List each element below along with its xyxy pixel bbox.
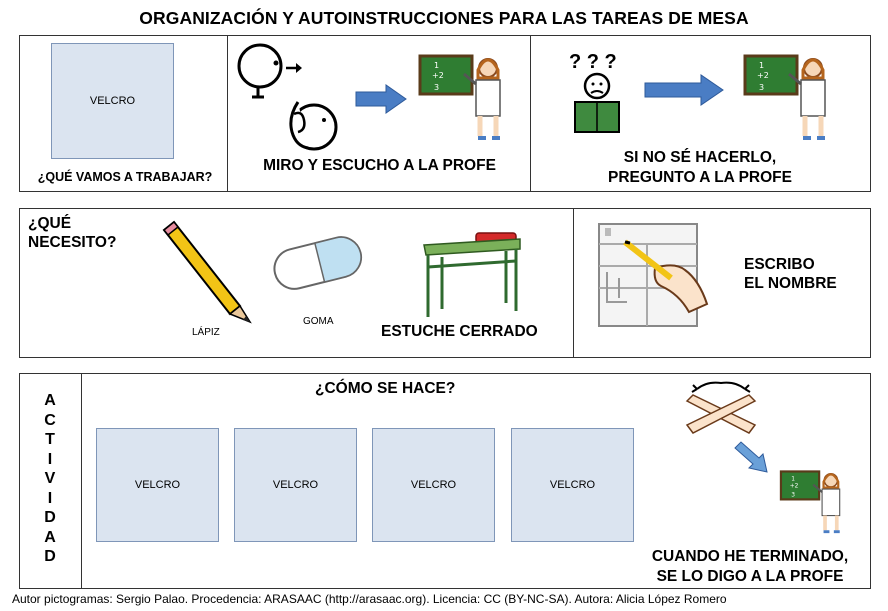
arrow-right-icon — [356, 85, 406, 113]
svg-text:+2: +2 — [432, 71, 444, 80]
how-title: ¿CÓMO SE HACE? — [315, 380, 456, 397]
activity-vertical-label — [22, 391, 78, 567]
velcro-slot[interactable] — [511, 428, 634, 542]
eraser-label: GOMA — [303, 316, 334, 327]
svg-text:+2: +2 — [789, 483, 799, 490]
write-line-1: ESCRIBO — [744, 256, 815, 273]
divider — [227, 35, 228, 192]
velcro-label: VELCRO — [549, 479, 596, 491]
credits-footer: Autor pictogramas: Sergio Palao. Procedencia: ARASAAC (http://arasaac.org). Licencia: CC (BY-NC-SA). Autora: Alicia López Romero — [12, 592, 727, 606]
look-listen-icon — [232, 42, 322, 150]
closed-case-label: ESTUCHE CERRADO — [381, 323, 538, 340]
velcro-label: VELCRO — [134, 479, 181, 491]
activity-letter: V — [44, 470, 56, 487]
what-we-work-question: ¿QUÉ VAMOS A TRABAJAR? — [37, 170, 213, 184]
ask-line-1: SI NO SÉ HACERLO, — [623, 149, 777, 166]
activity-letter: T — [45, 431, 55, 448]
write-name-label — [744, 255, 837, 293]
write-line-2: EL NOMBRE — [744, 275, 837, 292]
activity-letter: D — [44, 509, 56, 526]
ask-line-2: PREGUNTO A LA PROFE — [607, 169, 792, 186]
activity-letter: I — [47, 489, 53, 507]
activity-letter: C — [44, 411, 56, 429]
velcro-slot[interactable] — [51, 43, 174, 159]
question-marks: ? ? ? — [569, 51, 617, 73]
closed-case-on-desk-icon — [420, 227, 525, 321]
svg-text:1: 1 — [791, 476, 795, 483]
divider — [81, 373, 82, 589]
done-line-1: CUANDO HE TERMINADO, — [651, 548, 849, 565]
eraser-icon — [270, 233, 366, 295]
divider — [573, 208, 574, 358]
velcro-label: VELCRO — [410, 479, 457, 491]
activity-letter: D — [44, 548, 56, 565]
ask-teacher-label — [560, 148, 840, 188]
svg-text:3: 3 — [434, 83, 440, 92]
write-name-icon — [597, 222, 715, 330]
pencil-label: LÁPIZ — [192, 327, 220, 338]
need-line-2: NECESITO? — [28, 234, 117, 251]
confused-reader-icon — [567, 50, 627, 134]
arrow-right-icon — [645, 75, 723, 105]
activity-letter: A — [44, 392, 56, 409]
teacher-board-icon — [420, 54, 510, 152]
divider — [530, 35, 531, 192]
svg-text:1: 1 — [759, 61, 765, 70]
svg-text:1: 1 — [434, 61, 440, 70]
finished-crossed-arms-icon — [683, 381, 759, 441]
velcro-slot[interactable] — [372, 428, 495, 542]
look-listen-label: MIRO Y ESCUCHO A LA PROFE — [263, 157, 496, 174]
velcro-slot[interactable] — [96, 428, 219, 542]
svg-text:3: 3 — [791, 492, 795, 499]
activity-letter: I — [47, 450, 53, 468]
done-line-2: SE LO DIGO A LA PROFE — [656, 568, 844, 585]
velcro-slot[interactable] — [234, 428, 357, 542]
velcro-label: VELCRO — [89, 95, 136, 107]
arrow-down-right-icon — [735, 442, 771, 474]
need-line-1: ¿QUÉ — [28, 215, 72, 232]
teacher-board-icon — [745, 54, 835, 152]
svg-text:+2: +2 — [757, 71, 769, 80]
velcro-label: VELCRO — [272, 479, 319, 491]
activity-letter: A — [44, 528, 56, 546]
svg-text:3: 3 — [759, 83, 765, 92]
done-tell-teacher-label — [630, 547, 870, 587]
what-i-need-question — [28, 214, 116, 252]
teacher-board-icon — [778, 470, 850, 542]
page-title: ORGANIZACIÓN Y AUTOINSTRUCCIONES PARA LAS TAREAS DE MESA — [139, 8, 749, 28]
pencil-icon — [160, 220, 255, 325]
